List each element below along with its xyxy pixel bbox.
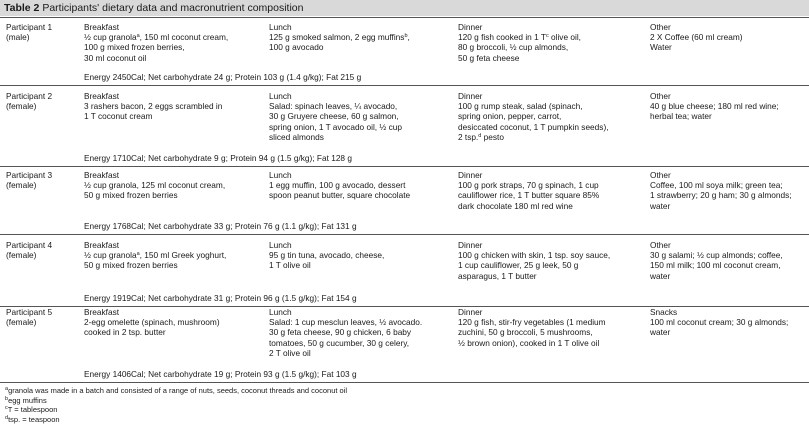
dinner-line (458, 42, 568, 52)
text-segment: dark chocolate 180 ml red wine (458, 200, 573, 211)
other-line (650, 101, 779, 111)
breakfast-line (84, 327, 166, 337)
footnote-text: granola was made in a batch and consisted of a range of nuts, seeds, coconut threads and coconut oil (8, 386, 348, 395)
breakfast-line (84, 317, 220, 327)
text-segment: 40 g blue cheese; 180 ml red wine; (650, 101, 779, 112)
text-segment: 100 g avocado (269, 42, 324, 53)
dinner-line (458, 53, 519, 63)
energy-summary: Energy 2450Cal; Net carbohydrate 24 g; Protein 103 g (1.4 g/kg); Fat 215 g (84, 72, 362, 82)
footnote-marker: c (5, 405, 8, 412)
other-line (650, 42, 672, 52)
dinner-heading: Dinner (458, 240, 483, 250)
dinner-line (458, 180, 599, 190)
other-line (650, 111, 712, 121)
text-segment: ½ brown onion), cooked in 1 T olive oil (458, 337, 600, 348)
table-rule (0, 306, 809, 307)
text-segment: cooked in 2 tsp. butter (84, 327, 166, 338)
participant-sex: (female) (6, 250, 37, 261)
lunch-line (269, 122, 402, 132)
text-segment: , 150 ml Greek yoghurt, (139, 250, 227, 261)
text-segment: desiccated coconut, 1 T pumpkin seeds), (458, 121, 609, 132)
text-segment: asparagus, 1 T butter (458, 270, 537, 281)
breakfast-line (84, 53, 146, 63)
text-segment: 1 cup cauliflower, 25 g leek, 50 g (458, 260, 579, 271)
breakfast-heading: Breakfast (84, 240, 120, 250)
text-segment: 30 ml coconut oil (84, 52, 147, 63)
dinner-line (458, 271, 537, 281)
table-label: Table 2 (4, 2, 40, 14)
dinner-heading: Dinner (458, 22, 483, 32)
dinner-line (458, 317, 606, 327)
breakfast-line (84, 190, 178, 200)
other-heading: Other (650, 91, 671, 101)
text-segment: , (407, 32, 410, 43)
lunch-heading: Lunch (269, 307, 292, 317)
lunch-line (269, 42, 323, 52)
text-segment: 120 g fish, stir-fry vegetables (1 medium (458, 317, 606, 328)
text-segment: 100 g rump steak, salad (spinach, (458, 101, 583, 112)
table-rule (0, 166, 809, 167)
text-segment: spring onion, 1 T avocado oil, ½ cup (269, 121, 402, 132)
text-segment: 30 g Gruyere cheese, 60 g salmon, (269, 111, 399, 122)
breakfast-heading: Breakfast (84, 307, 120, 317)
text-segment: 2 T olive oil (269, 347, 311, 358)
dinner-line (458, 32, 581, 42)
lunch-line (269, 111, 399, 121)
text-segment: 2-egg omelette (spinach, mushroom) (84, 317, 220, 328)
text-segment: Salad: 1 cup mesclun leaves, ½ avocado. (269, 317, 423, 328)
text-segment: 100 g mixed frozen berries, (84, 42, 185, 53)
table-title (4, 2, 303, 14)
other-line (650, 260, 781, 270)
participant-name: Participant 3 (6, 170, 53, 180)
other-line (650, 190, 792, 200)
participant-name: Participant 5 (6, 307, 53, 317)
participant-name: Participant 1 (6, 22, 53, 32)
text-segment: Coffee, 100 ml soya milk; green tea; (650, 180, 783, 191)
text-segment: 150 ml milk; 100 ml coconut cream, (650, 260, 781, 271)
other-heading: Other (650, 22, 671, 32)
text-segment: 1 T coconut cream (84, 111, 153, 122)
lunch-line (269, 101, 397, 111)
text-segment: tomatoes, 50 g cucumber, 30 g celery, (269, 337, 410, 348)
text-segment: sliced almonds (269, 131, 324, 142)
text-segment: 120 g fish cooked in 1 T (458, 32, 546, 43)
footnote (5, 415, 60, 425)
footnote (5, 396, 47, 406)
footnote-text: T = tablespoon (7, 405, 58, 415)
text-segment: 50 g mixed frozen berries (84, 260, 178, 271)
footnote (5, 386, 347, 396)
breakfast-line (84, 111, 152, 121)
lunch-line (269, 338, 409, 348)
text-segment: 30 g salami; ½ cup almonds; coffee, (650, 250, 783, 261)
lunch-line (269, 348, 311, 358)
lunch-heading: Lunch (269, 91, 292, 101)
dinner-line (458, 132, 504, 142)
footnote-marker: a (136, 251, 140, 258)
table-rule (0, 17, 809, 18)
breakfast-heading: Breakfast (84, 91, 120, 101)
table-rule (0, 234, 809, 235)
dinner-line (458, 338, 599, 348)
table-caption: Participants' dietary data and macronutrient composition (42, 2, 304, 14)
text-segment: zuchini, 50 g broccoli, 5 mushrooms, (458, 327, 593, 338)
text-segment: 50 g mixed frozen berries (84, 190, 178, 201)
lunch-line (269, 317, 422, 327)
other-line (650, 327, 670, 337)
text-segment: 2 tsp. (458, 131, 479, 142)
breakfast-heading: Breakfast (84, 22, 120, 32)
breakfast-line (84, 250, 226, 260)
lunch-heading: Lunch (269, 22, 292, 32)
text-segment: 50 g feta cheese (458, 52, 520, 63)
text-segment: Water (650, 42, 672, 53)
participant-sex: (female) (6, 101, 37, 112)
text-segment: 125 g smoked salmon, 2 egg muffins (269, 32, 405, 43)
text-segment: ½ cup granola (84, 250, 137, 261)
text-segment: spoon peanut butter, square chocolate (269, 190, 411, 201)
text-segment: water (650, 200, 671, 211)
text-segment: water (650, 327, 671, 338)
text-segment: 3 rashers bacon, 2 eggs scrambled in (84, 101, 223, 112)
participant-name: Participant 4 (6, 240, 53, 250)
breakfast-line (84, 180, 225, 190)
breakfast-line (84, 42, 185, 52)
dinner-line (458, 327, 593, 337)
text-segment: 95 g tin tuna, avocado, cheese, (269, 250, 385, 261)
participant-sex: (female) (6, 317, 37, 328)
dinner-line (458, 190, 599, 200)
dinner-line (458, 201, 573, 211)
breakfast-line (84, 260, 178, 270)
text-segment: 100 g chicken with skin, 1 tsp. soy sauce, (458, 250, 611, 261)
lunch-line (269, 132, 324, 142)
breakfast-line (84, 32, 228, 42)
participant-sex: (female) (6, 180, 37, 191)
footnote (5, 405, 57, 415)
text-segment: cauliflower rice, 1 T butter square 85% (458, 190, 600, 201)
other-line (650, 271, 670, 281)
other-heading: Other (650, 170, 671, 180)
lunch-line (269, 250, 384, 260)
text-segment: herbal tea; water (650, 111, 712, 122)
text-segment: ½ cup granola (84, 32, 137, 43)
text-segment: ½ cup granola, 125 ml coconut cream, (84, 180, 226, 191)
other-heading: Snacks (650, 307, 678, 317)
text-segment: 1 egg muffin, 100 g avocado, dessert (269, 180, 406, 191)
table-title-bar (0, 0, 809, 16)
other-line (650, 180, 783, 190)
lunch-line (269, 190, 410, 200)
text-segment: pesto (481, 131, 504, 142)
footnote-marker: d (478, 132, 482, 139)
other-line (650, 201, 670, 211)
energy-summary: Energy 1919Cal; Net carbohydrate 31 g; Protein 96 g (1.5 g/kg); Fat 154 g (84, 293, 357, 303)
text-segment: 100 g pork straps, 70 g spinach, 1 cup (458, 180, 599, 191)
other-heading: Other (650, 240, 671, 250)
dinner-line (458, 250, 610, 260)
other-line (650, 32, 743, 42)
dinner-line (458, 260, 578, 270)
footnote-text: egg muffins (8, 395, 47, 405)
breakfast-heading: Breakfast (84, 170, 120, 180)
lunch-heading: Lunch (269, 240, 292, 250)
participant-name: Participant 2 (6, 91, 53, 101)
text-segment: water (650, 270, 671, 281)
footnote-text: tsp. = teaspoon (8, 414, 60, 424)
footnote-marker: d (5, 414, 9, 421)
dinner-line (458, 122, 609, 132)
text-segment: olive oil, (548, 32, 581, 43)
other-line (650, 250, 783, 260)
dinner-line (458, 101, 583, 111)
breakfast-line (84, 101, 222, 111)
footnote-marker: b (404, 33, 408, 40)
footnote-marker: c (545, 33, 549, 40)
dinner-heading: Dinner (458, 170, 483, 180)
footnote-marker: b (5, 395, 9, 402)
text-segment: spring onion, pepper, carrot, (458, 111, 562, 122)
footnote-marker: a (136, 33, 140, 40)
lunch-line (269, 180, 405, 190)
lunch-line (269, 327, 411, 337)
lunch-line (269, 260, 311, 270)
footnote-marker: a (5, 386, 9, 392)
text-segment: 1 T olive oil (269, 260, 311, 271)
energy-summary: Energy 1768Cal; Net carbohydrate 33 g; Protein 76 g (1.1 g/kg); Fat 131 g (84, 221, 357, 231)
lunch-heading: Lunch (269, 170, 292, 180)
other-line (650, 317, 788, 327)
participant-sex: (male) (6, 32, 30, 43)
dinner-line (458, 111, 561, 121)
dinner-heading: Dinner (458, 91, 483, 101)
text-segment: 80 g broccoli, ½ cup almonds, (458, 42, 569, 53)
table-rule (0, 382, 809, 383)
energy-summary: Energy 1406Cal; Net carbohydrate 19 g; Protein 93 g (1.5 g/kg); Fat 103 g (84, 369, 357, 379)
text-segment: Salad: spinach leaves, ¼ avocado, (269, 101, 398, 112)
energy-summary: Energy 1710Cal; Net carbohydrate 9 g; Protein 94 g (1.5 g/kg); Fat 128 g (84, 153, 352, 163)
text-segment: 100 ml coconut cream; 30 g almonds; (650, 317, 789, 328)
text-segment: , 150 ml coconut cream, (139, 32, 229, 43)
text-segment: 2 X Coffee (60 ml cream) (650, 32, 743, 43)
text-segment: 30 g feta cheese, 90 g chicken, 6 baby (269, 327, 412, 338)
table-rule (0, 85, 809, 86)
lunch-line (269, 32, 410, 42)
dinner-heading: Dinner (458, 307, 483, 317)
text-segment: 1 strawberry; 20 g ham; 30 g almonds; (650, 190, 792, 201)
